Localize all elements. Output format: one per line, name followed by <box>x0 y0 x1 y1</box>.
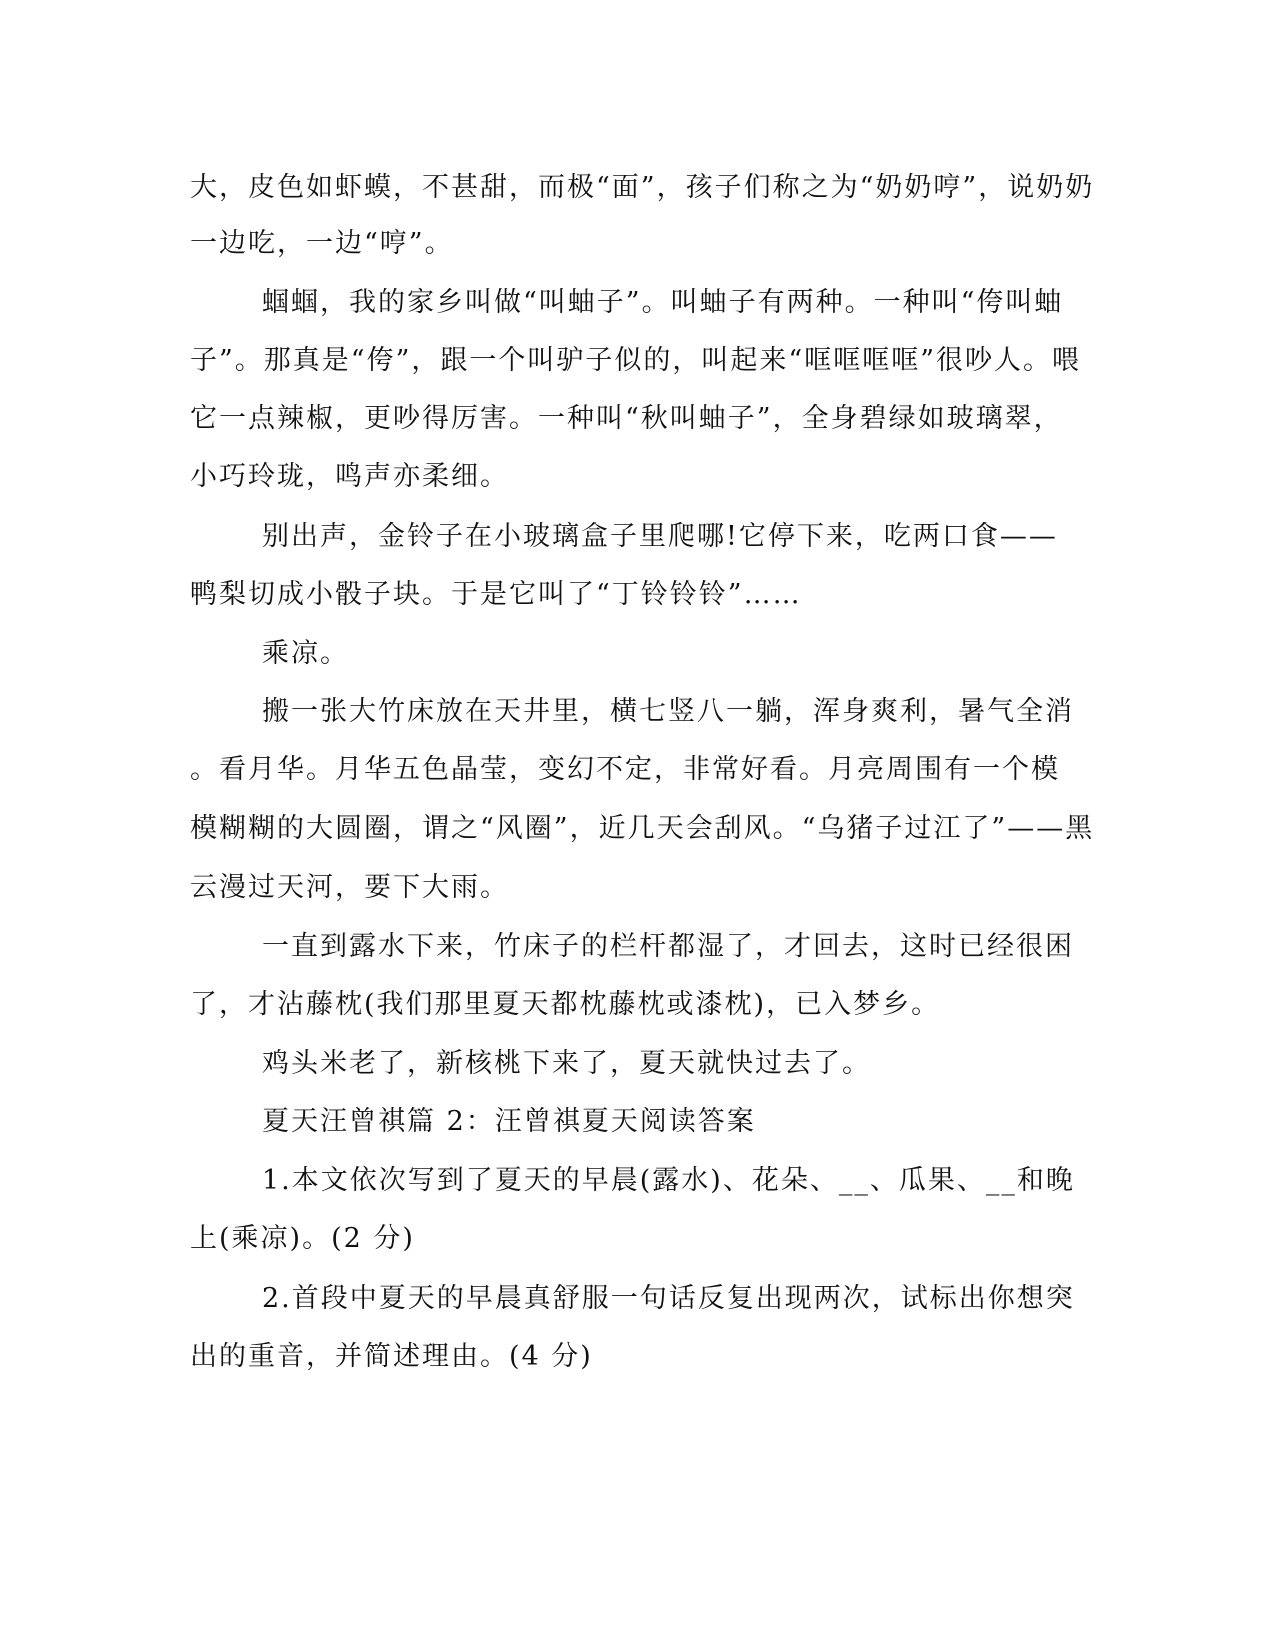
text-line: 鸭梨切成小骰子块。于是它叫了“丁铃铃铃”…… <box>190 579 802 610</box>
text-line: 一边吃，一边“哼”。 <box>190 228 454 259</box>
text-line: 云漫过天河，要下大雨。 <box>190 872 509 903</box>
question-line: 1.本文依次写到了夏天的早晨(露水)、花朵、__、瓜果、__和晚 <box>262 1165 1075 1196</box>
text-line: 乘凉。 <box>262 638 349 669</box>
text-line: 一直到露水下来，竹床子的栏杆都湿了，才回去，这时已经很困 <box>262 931 1074 962</box>
text-line: 鸡头米老了，新核桃下来了，夏天就快过去了。 <box>262 1048 871 1079</box>
text-line: 蝈蝈，我的家乡叫做“叫蚰子”。叫蚰子有两种。一种叫“侉叫蚰 <box>262 287 1064 318</box>
question-line: 2.首段中夏天的早晨真舒服一句话反复出现两次，试标出你想突 <box>262 1283 1075 1314</box>
text-line: 子”。那真是“侉”，跟一个叫驴子似的，叫起来“哐哐哐哐”很吵人。喂 <box>190 345 1082 376</box>
text-line: 。看月华。月华五色晶莹，变幻不定，非常好看。月亮周围有一个模 <box>190 754 1060 785</box>
text-line: 别出声，金铃子在小玻璃盒子里爬哪!它停下来，吃两口食—— <box>262 521 1058 552</box>
text-line: 了，才沾藤枕(我们那里夏天都枕藤枕或漆枕)，已入梦乡。 <box>190 989 941 1020</box>
text-line: 大，皮色如虾蟆，不甚甜，而极“面”，孩子们称之为“奶奶哼”，说奶奶 <box>190 172 1095 203</box>
question-line: 上(乘凉)。(2 分) <box>190 1223 415 1254</box>
question-line: 出的重音，并简述理由。(4 分) <box>190 1341 593 1372</box>
text-line: 小巧玲珑，鸣声亦柔细。 <box>190 461 509 492</box>
section-heading: 夏天汪曾祺篇 2：汪曾祺夏天阅读答案 <box>262 1106 756 1137</box>
text-line: 它一点辣椒，更吵得厉害。一种叫“秋叫蚰子”，全身碧绿如玻璃翠， <box>190 403 1063 434</box>
text-line: 模糊糊的大圆圈，谓之“风圈”，近几天会刮风。“乌猪子过江了”——黑 <box>190 813 1095 844</box>
text-line: 搬一张大竹床放在天井里，横七竖八一躺，浑身爽利，暑气全消 <box>262 696 1074 727</box>
